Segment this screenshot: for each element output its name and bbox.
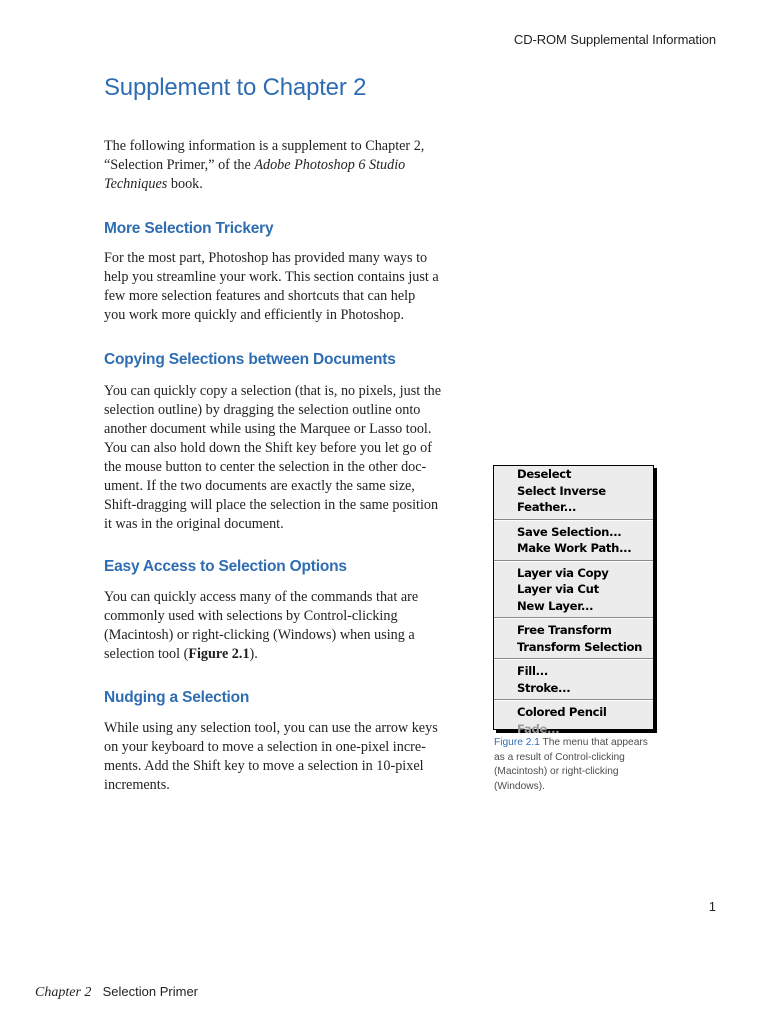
- caption-line-2: as a result of Control-clicking: [494, 751, 625, 763]
- menu-group-save: [494, 524, 653, 557]
- menu-item-fade: Fade...: [517, 721, 560, 736]
- paragraph-line: You can also hold down the Shift key before you let go of: [104, 440, 432, 456]
- paragraph-line: commonly used with selections by Control-clicking: [104, 608, 398, 624]
- intro-line-1: The following information is a supplement to Chapter 2,: [104, 138, 425, 154]
- figure-label: Figure 2.1: [494, 737, 540, 748]
- menu-group-layer: [494, 565, 653, 615]
- intro-paragraph: [104, 137, 480, 194]
- menu-item-transform-selection: Transform Selection: [517, 639, 643, 654]
- paragraph-line: For the most part, Photoshop has provided many ways to: [104, 250, 428, 266]
- menu-item-free-transform: Free Transform: [517, 623, 612, 637]
- menu-item-deselect: Deselect: [517, 467, 572, 481]
- paragraph-line-text: selection tool (: [104, 646, 189, 662]
- paragraph-line: the mouse button to center the selection in the other doc-: [104, 459, 427, 475]
- paragraph-line: [104, 645, 480, 664]
- section-heading-nudging: Nudging a Selection: [104, 689, 250, 706]
- caption-line-1: [494, 736, 664, 751]
- figure-caption: [494, 736, 664, 794]
- context-menu-figure: [493, 465, 654, 736]
- paragraph-line: Shift-dragging will place the selection in the same position: [104, 497, 439, 513]
- caption-text: The menu that appears: [539, 737, 648, 748]
- book-title-part-1: Adobe Photoshop 6 Studio: [254, 157, 406, 173]
- menu-item-fill: Fill...: [517, 664, 548, 678]
- caption-line-3: (Macintosh) or right-clicking: [494, 766, 619, 778]
- menu-divider: [494, 519, 653, 521]
- paragraph-line: ument. If the two documents are exactly the same size,: [104, 478, 415, 494]
- menu-item-layer-via-copy: Layer via Copy: [517, 565, 609, 580]
- intro-line-2-text: “Selection Primer,” of the: [104, 157, 255, 173]
- menu-item-feather: Feather...: [517, 500, 577, 514]
- intro-line-3: [104, 175, 480, 194]
- menu-item-layer-via-cut: Layer via Cut: [517, 582, 599, 596]
- paragraph-line: another document while using the Marquee or Lasso tool.: [104, 421, 432, 437]
- menu-item-colored-pencil: Colored Pencil: [517, 705, 607, 719]
- figure-reference: Figure 2.1: [188, 646, 250, 662]
- section-paragraph-copying-selections: [104, 382, 480, 534]
- menu-divider: [494, 617, 653, 619]
- paragraph-line: While using any selection tool, you can use the arrow keys: [104, 720, 438, 736]
- paragraph-line: You can quickly access many of the commands that are: [104, 589, 419, 605]
- menu-item-make-work-path: Make Work Path...: [517, 541, 632, 555]
- footer-chapter-label: Chapter 2: [35, 985, 92, 1000]
- menu-item-save-selection: Save Selection...: [517, 524, 622, 539]
- paragraph-line: You can quickly copy a selection (that is, no pixels, just the: [104, 383, 442, 399]
- menu-divider: [494, 658, 653, 660]
- caption-line-4: (Windows).: [494, 780, 545, 792]
- paragraph-line-text: ).: [249, 646, 258, 662]
- paragraph-line: it was in the original document.: [104, 516, 284, 532]
- menu-group-selection: [494, 466, 653, 516]
- paragraph-line: few more selection features and shortcuts that can help: [104, 288, 416, 304]
- section-heading-more-selection-trickery: More Selection Trickery: [104, 220, 274, 237]
- intro-line-3-text: book.: [167, 176, 203, 192]
- paragraph-line: (Macintosh) or right-clicking (Windows) when using a: [104, 627, 415, 643]
- menu-group-tool: [494, 704, 653, 737]
- paragraph-line: increments.: [104, 777, 170, 793]
- footer-chapter-title: Selection Primer: [102, 984, 199, 999]
- section-heading-copying-selections: Copying Selections between Documents: [104, 351, 396, 368]
- page-title: Supplement to Chapter 2: [104, 74, 367, 101]
- section-paragraph-easy-access: [104, 588, 480, 664]
- section-heading-easy-access: Easy Access to Selection Options: [104, 558, 347, 575]
- section-paragraph-more-selection-trickery: [104, 249, 480, 325]
- paragraph-line: selection outline) by dragging the selection outline onto: [104, 402, 421, 418]
- menu-group-transform: [494, 622, 653, 655]
- menu-group-fill: [494, 663, 653, 696]
- page-number: 1: [708, 899, 716, 914]
- paragraph-line: you work more quickly and efficiently in Photoshop.: [104, 307, 404, 323]
- menu-divider: [494, 699, 653, 701]
- intro-line-2: [104, 156, 480, 175]
- menu-divider: [494, 560, 653, 562]
- menu-item-new-layer: New Layer...: [517, 598, 594, 613]
- footer: [35, 984, 198, 1001]
- menu-item-stroke: Stroke...: [517, 680, 571, 695]
- section-paragraph-nudging: [104, 719, 480, 795]
- book-title-part-2: Techniques: [104, 176, 168, 192]
- paragraph-line: ments. Add the Shift key to move a selection in 10-pixel: [104, 758, 424, 774]
- paragraph-line: on your keyboard to move a selection in one-pixel incre-: [104, 739, 426, 755]
- paragraph-line: help you streamline your work. This section contains just a: [104, 269, 439, 285]
- menu-item-select-inverse: Select Inverse: [517, 483, 606, 498]
- running-head: CD-ROM Supplemental Information: [513, 32, 716, 47]
